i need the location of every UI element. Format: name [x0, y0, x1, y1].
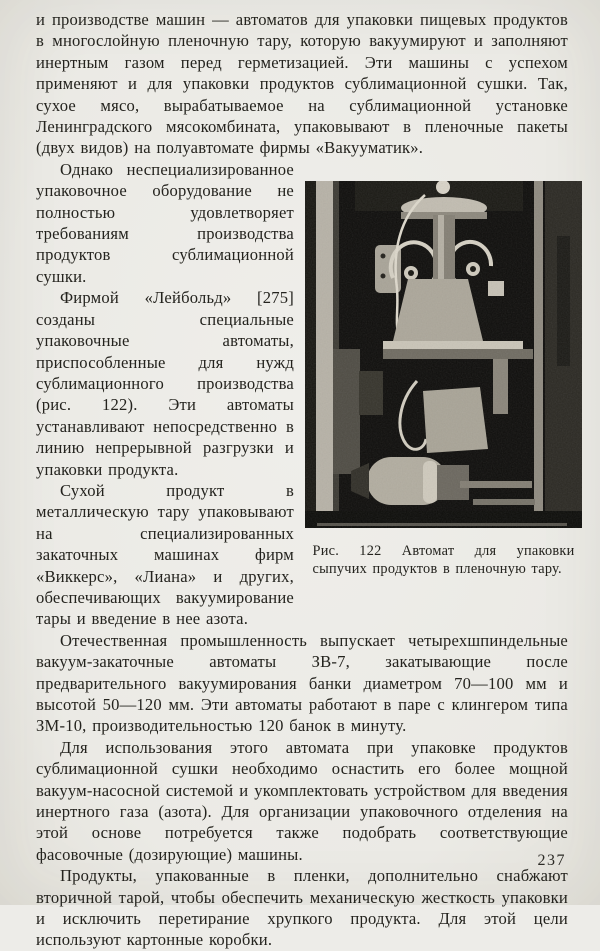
paragraph: Сухой продукт в металлическую тару упаковывают на специализированных закаточных машинах фирм «Виккерс», «Лиана» и других, обеспечивающих вакуумирование тары и введение в нее азота.	[36, 480, 294, 629]
paragraph: Для использования этого автомата при упаковке продуктов сублимационной сушки необходимо оснастить его более мощной вакуум-насосной системой и укомплектовать устройством для введения инертного газа (азота). Для организации упаковочного отделения на этой основе потребуется также подобрать соответствующие фасовочные (дозирующие) машины.	[36, 737, 568, 864]
paragraph: Отечественная промышленность выпускает четырехшпиндельные вакуум-закаточные автоматы ЗВ-7, закатывающие после предварительного вакуумирования банки диаметром 70—100 мм и высотой 50—120 мм. Эти автоматы работают в паре с клингером типа ЗМ-10, производительностью 120 банок в минуту.	[36, 630, 568, 736]
figure-122	[305, 181, 582, 579]
page-text-block	[36, 9, 575, 951]
page-number: 237	[537, 852, 566, 869]
paragraph: Однако неспециализированное упаковочное оборудование не полностью удовлетворяет требованиям производства продуктов сублимационной сушки.	[36, 159, 294, 286]
paragraph: Фирмой «Лейбольд» [275] созданы специальные упаковочные автоматы, приспособленные для нужд сублимационного производства (рис. 122). Эти автоматы устанавливают непосредственно в линию непрерывной разгрузки и упаковки продукта.	[36, 288, 294, 479]
paragraph: и производстве машин — автоматов для упаковки пищевых продуктов в многослойную пленочную тару, которую вакуумируют и заполняют инертным газом перед герметизацией. Эти машины с успехом применяют и для упаковки продуктов сублимационной сушки. Так, сухое мясо, вырабатываемое на сублимационной установке Ленинградского мясокомбината, упаковывают в пленочные пакеты (двух видов) на полуавтомате фирмы «Вакууматик».	[36, 10, 568, 158]
figure-caption: Рис. 122 Автомат для упаковки сыпучих продуктов в пленочную тару.	[312, 542, 575, 578]
packaging-machine-photo	[305, 181, 582, 528]
paragraph: Продукты, упакованные в пленки, дополнительно снабжают вторичной тарой, чтобы обеспечить механическую жесткость упаковки и исключить перетирание хрупкого продукта. Для этой цели используют картонные коробки.	[36, 866, 568, 950]
